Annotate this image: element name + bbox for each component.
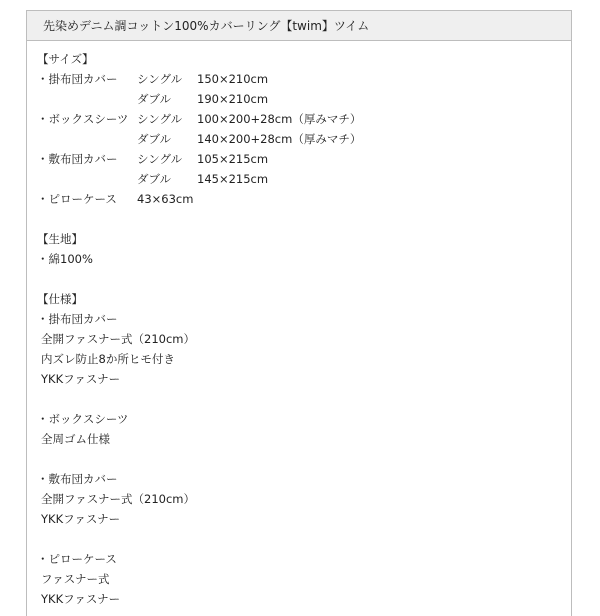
size-type: シングル [137,72,183,86]
size-type: 43×63cm [137,192,194,206]
size-row [37,189,537,209]
size-type: シングル [137,112,183,126]
fabric-heading: 【生地】 [37,232,83,246]
spec-line: 内ズレ防止8か所ヒモ付き [41,352,175,366]
spec-line: 全開ファスナー式（210cm） [41,492,196,506]
size-dim: 145×215cm [197,172,269,186]
size-item: ・ボックスシーツ [37,112,129,126]
size-item: ・ピローケース [37,192,117,206]
size-item: ・掛布団カバー [37,72,118,86]
size-row [37,169,537,189]
size-row [37,129,537,149]
size-row [37,89,537,109]
size-row [37,109,537,129]
size-type: ダブル [137,92,172,106]
spec-heading: 【仕様】 [37,292,83,306]
size-dim: 140×200+28cm（厚みマチ） [197,132,362,146]
panel-header [27,11,571,41]
spec-line: YKKファスナー [41,372,121,386]
size-dim: 190×210cm [197,92,269,106]
size-heading: 【サイズ】 [37,52,94,66]
size-dim: 150×210cm [197,72,269,86]
spec-panel [26,10,572,616]
size-type: ダブル [137,132,172,146]
spec-group-title: ・ボックスシーツ [37,412,129,426]
spec-group-title: ・掛布団カバー [37,312,118,326]
spec-line: 全周ゴム仕様 [41,432,110,446]
size-row [37,69,537,89]
spec-group-title: ・敷布団カバー [37,472,118,486]
spec-line: ファスナー式 [41,572,110,586]
spec-group-title: ・ピローケース [37,552,117,566]
fabric-value: ・綿100% [37,252,93,266]
size-dim: 105×215cm [197,152,269,166]
size-type: シングル [137,152,183,166]
size-dim: 100×200+28cm（厚みマチ） [197,112,362,126]
spec-line: 全開ファスナー式（210cm） [41,332,196,346]
size-type: ダブル [137,172,172,186]
size-row [37,149,537,169]
spec-line: YKKファスナー [41,512,121,526]
panel-title: 先染めデニム調コットン100%カバーリング【twim】ツイム [43,19,370,33]
spec-line: YKKファスナー [41,592,121,606]
size-item: ・敷布団カバー [37,152,118,166]
